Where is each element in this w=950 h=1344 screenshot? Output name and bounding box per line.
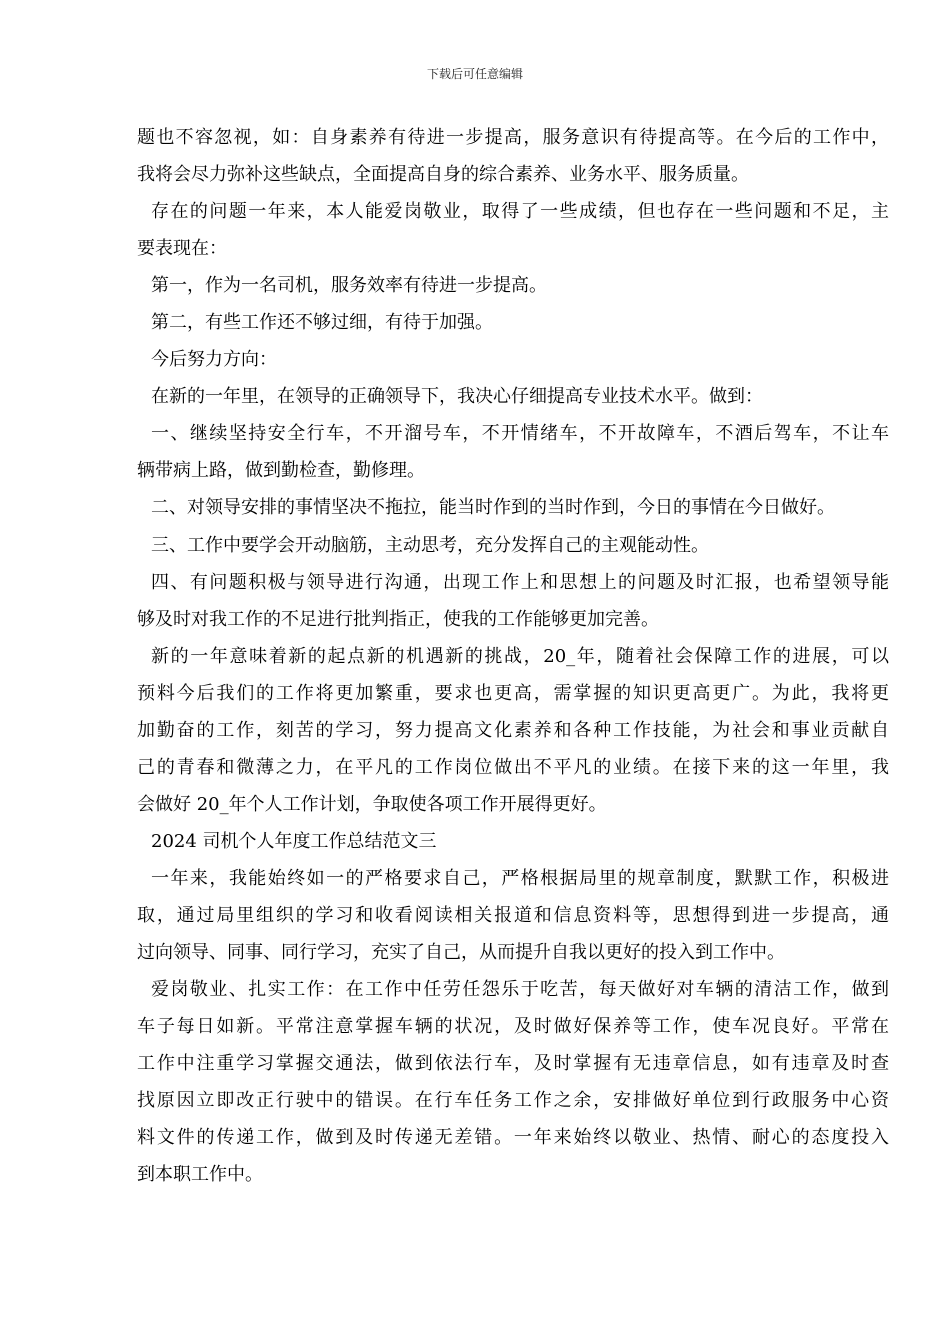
text-line: 预料今后我们的工作将更加繁重，要求也更高，需掌握的知识更高更广。为此，我将更 (137, 682, 889, 704)
text-line: 己的青春和微薄之力，在平凡的工作岗位做出不平凡的业绩。在接下来的这一年里，我 (137, 756, 889, 778)
text-line: 料文件的传递工作，做到及时传递无差错。一年来始终以敬业、热情、耐心的态度投入 (137, 1127, 889, 1149)
text-line: 2024 司机个人年度工作总结范文三 (151, 830, 437, 852)
text-line: 工作中注重学习掌握交通法，做到依法行车，及时掌握有无违章信息，如有违章及时查 (137, 1053, 889, 1075)
text-line: 我将会尽力弥补这些缺点，全面提高自身的综合素养、业务水平、服务质量。 (137, 164, 749, 186)
text-line: 到本职工作中。 (137, 1164, 263, 1186)
text-line: 一年来，我能始终如一的严格要求自己，严格根据局里的规章制度，默默工作，积极进 (151, 867, 889, 889)
text-line: 加勤奋的工作，刻苦的学习，努力提高文化素养和各种工作技能，为社会和事业贡献自 (137, 719, 889, 741)
text-line: 取，通过局里组织的学习和收看阅读相关报道和信息资料等，思想得到进一步提高，通 (137, 904, 889, 926)
text-line: 过向领导、同事、同行学习，充实了自己，从而提升自我以更好的投入到工作中。 (137, 942, 785, 964)
text-line: 存在的问题一年来，本人能爱岗敬业，取得了一些成绩，但也存在一些问题和不足，主 (151, 201, 889, 223)
text-line: 新的一年意味着新的起点新的机遇新的挑战，20_年，随着社会保障工作的进展，可以 (151, 645, 889, 667)
text-line: 第一，作为一名司机，服务效率有待进一步提高。 (151, 275, 547, 297)
text-line: 三、工作中要学会开动脑筋，主动思考，充分发挥自己的主观能动性。 (151, 534, 709, 556)
text-line: 题也不容忽视，如：自身素养有待进一步提高，服务意识有待提高等。在今后的工作中， (137, 127, 889, 148)
page-header: 下载后可任意编辑 (426, 67, 523, 81)
text-line: 找原因立即改正行驶中的错误。在行车任务工作之余，安排做好单位到行政服务中心资 (137, 1090, 889, 1112)
text-line: 会做好 20_年个人工作计划，争取使各项工作开展得更好。 (137, 793, 607, 815)
text-line: 今后努力方向： (151, 349, 277, 371)
text-line: 一、继续坚持安全行车，不开溜号车，不开情绪车，不开故障车，不酒后驾车，不让车 (151, 423, 889, 445)
document-body (137, 119, 889, 1193)
text-line: 要表现在： (137, 238, 227, 260)
text-line: 二、对领导安排的事情坚决不拖拉，能当时作到的当时作到，今日的事情在今日做好。 (151, 497, 835, 519)
text-line: 四、有问题积极与领导进行沟通，出现工作上和思想上的问题及时汇报，也希望领导能 (151, 571, 889, 593)
text-line: 第二，有些工作还不够过细，有待于加强。 (151, 312, 493, 334)
text-line: 车子每日如新。平常注意掌握车辆的状况，及时做好保养等工作，使车况良好。平常在 (137, 1016, 889, 1038)
text-line: 在新的一年里，在领导的正确领导下，我决心仔细提高专业技术水平。做到： (151, 386, 763, 408)
text-line: 辆带病上路，做到勤检查，勤修理。 (137, 460, 425, 482)
text-line: 爱岗敬业、扎实工作：在工作中任劳任怨乐于吃苦，每天做好对车辆的清洁工作，做到 (151, 979, 889, 1001)
text-line: 够及时对我工作的不足进行批判指正，使我的工作能够更加完善。 (137, 608, 659, 630)
